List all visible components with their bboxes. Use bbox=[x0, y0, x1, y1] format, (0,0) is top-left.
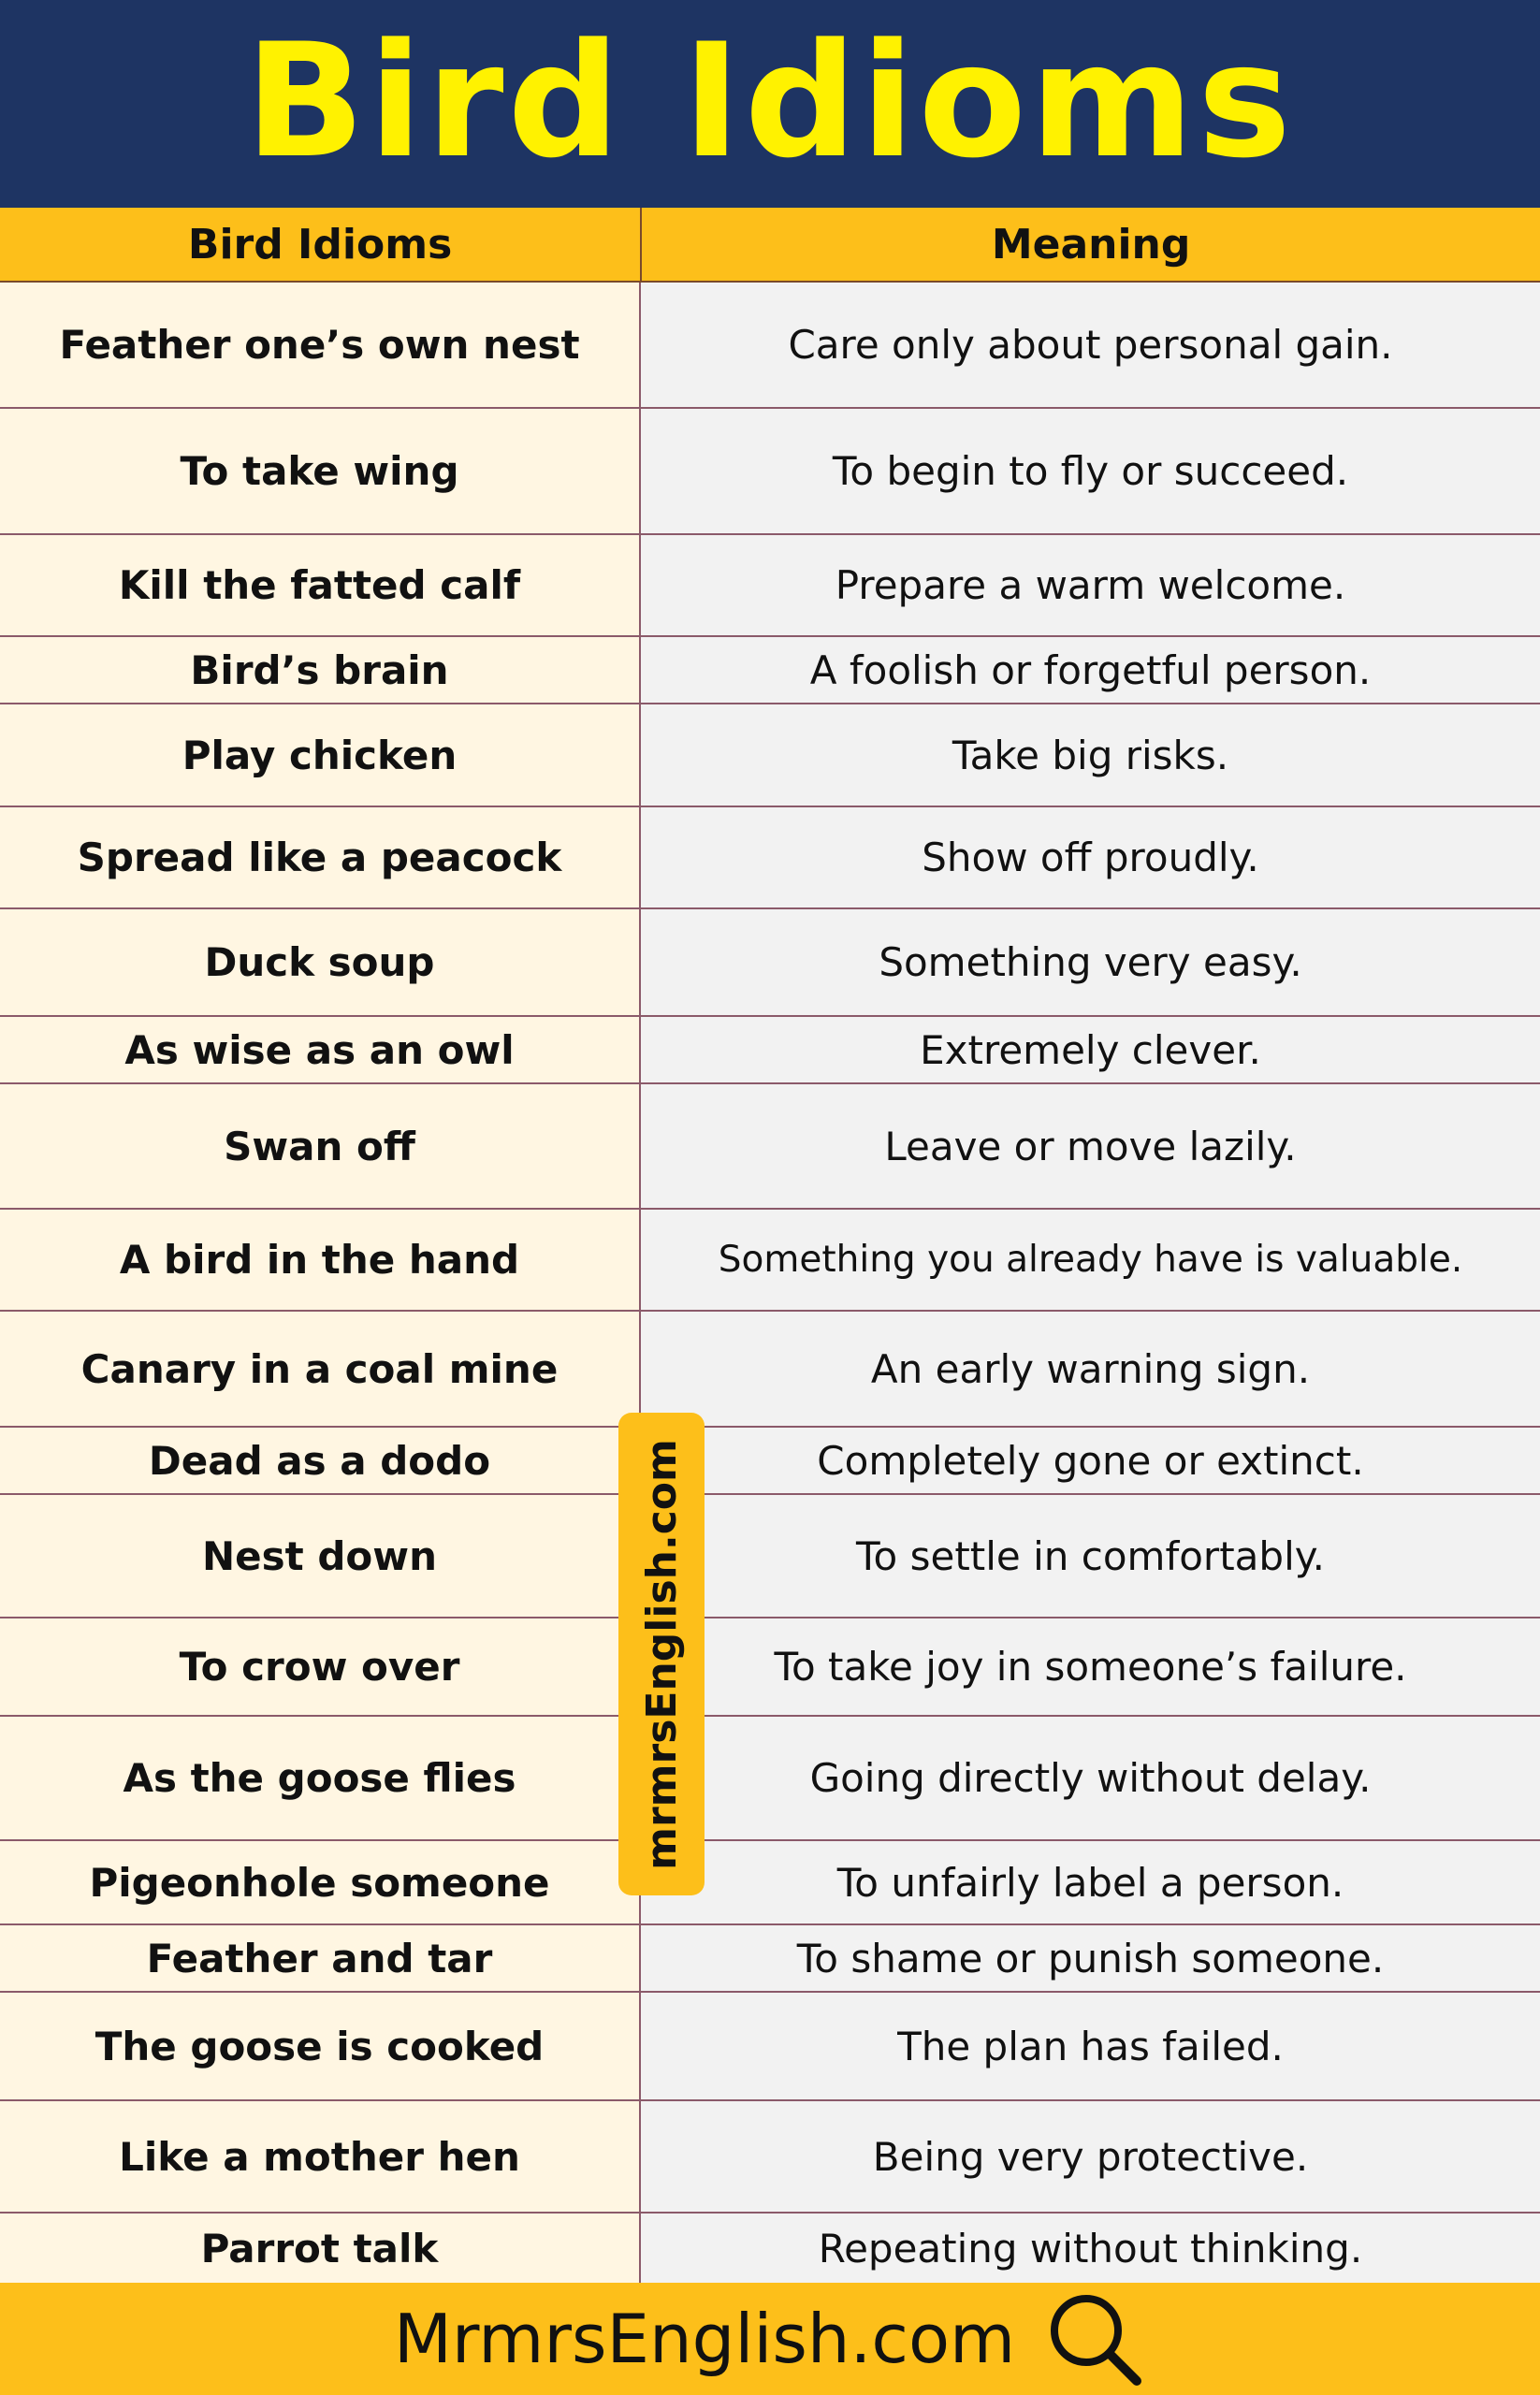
idiom-cell: Pigeonhole someone bbox=[0, 1841, 641, 1923]
meaning-cell: Show off proudly. bbox=[641, 807, 1540, 907]
meaning-cell: To unfairly label a person. bbox=[641, 1841, 1540, 1923]
idiom-cell: Swan off bbox=[0, 1084, 641, 1208]
header-meaning: Meaning bbox=[991, 220, 1191, 269]
table-header bbox=[0, 208, 1540, 283]
idiom-table bbox=[0, 283, 1540, 2283]
header-idiom: Bird Idioms bbox=[0, 208, 642, 281]
meaning-cell: The plan has failed. bbox=[641, 1993, 1540, 2099]
table-row bbox=[0, 1717, 1540, 1841]
footer-banner bbox=[0, 2283, 1540, 2395]
table-row bbox=[0, 1017, 1540, 1084]
idiom-cell: Bird’s brain bbox=[0, 637, 641, 703]
meaning-cell: Take big risks. bbox=[641, 704, 1540, 806]
idiom-cell: As the goose flies bbox=[0, 1717, 641, 1839]
idiom-cell: Kill the fatted calf bbox=[0, 535, 641, 635]
table-row bbox=[0, 704, 1540, 807]
idiom-cell: Spread like a peacock bbox=[0, 807, 641, 907]
meaning-cell: To shame or punish someone. bbox=[641, 1925, 1540, 1991]
table-row bbox=[0, 283, 1540, 409]
idiom-cell: Duck soup bbox=[0, 909, 641, 1015]
meaning-cell: Something very easy. bbox=[641, 909, 1540, 1015]
meaning-cell: An early warning sign. bbox=[641, 1312, 1540, 1426]
footer-site-name: MrmrsEnglish.com bbox=[393, 2300, 1016, 2378]
table-row bbox=[0, 909, 1540, 1017]
table-row bbox=[0, 535, 1540, 637]
search-icon bbox=[1043, 2287, 1146, 2390]
idiom-cell: Dead as a dodo bbox=[0, 1428, 641, 1493]
meaning-cell: Prepare a warm welcome. bbox=[641, 535, 1540, 635]
idiom-cell: To take wing bbox=[0, 409, 641, 533]
title-banner bbox=[0, 0, 1540, 208]
table-row bbox=[0, 2214, 1540, 2283]
table-row bbox=[0, 1312, 1540, 1428]
meaning-cell: A foolish or forgetful person. bbox=[641, 637, 1540, 703]
idiom-cell: To crow over bbox=[0, 1618, 641, 1715]
meaning-cell: Leave or move lazily. bbox=[641, 1084, 1540, 1208]
table-row bbox=[0, 1428, 1540, 1495]
idiom-cell: A bird in the hand bbox=[0, 1210, 641, 1310]
meaning-cell: Repeating without thinking. bbox=[641, 2214, 1540, 2283]
meaning-cell: Going directly without delay. bbox=[641, 1717, 1540, 1839]
idiom-cell: Feather one’s own nest bbox=[0, 283, 641, 407]
idiom-cell: Feather and tar bbox=[0, 1925, 641, 1991]
table-row bbox=[0, 2101, 1540, 2214]
table-row bbox=[0, 1495, 1540, 1618]
watermark-text: mrmrsEnglish.com bbox=[637, 1438, 686, 1870]
meaning-cell: Extremely clever. bbox=[641, 1017, 1540, 1082]
table-row bbox=[0, 1210, 1540, 1312]
table-row bbox=[0, 807, 1540, 909]
idiom-cell: Canary in a coal mine bbox=[0, 1312, 641, 1426]
idiom-cell: Nest down bbox=[0, 1495, 641, 1617]
watermark-badge bbox=[618, 1413, 705, 1895]
meaning-cell: To begin to fly or succeed. bbox=[641, 409, 1540, 533]
meaning-cell: Being very protective. bbox=[641, 2101, 1540, 2212]
table-row bbox=[0, 1618, 1540, 1717]
meaning-cell: Care only about personal gain. bbox=[641, 283, 1540, 407]
idiom-cell: Parrot talk bbox=[0, 2214, 641, 2283]
table-row bbox=[0, 409, 1540, 535]
meaning-cell: Something you already have is valuable. bbox=[641, 1210, 1540, 1310]
table-row bbox=[0, 1841, 1540, 1925]
meaning-cell: Completely gone or extinct. bbox=[641, 1428, 1540, 1493]
idiom-cell: Like a mother hen bbox=[0, 2101, 641, 2212]
meaning-cell: To settle in comfortably. bbox=[641, 1495, 1540, 1617]
idiom-cell: The goose is cooked bbox=[0, 1993, 641, 2099]
table-row bbox=[0, 1993, 1540, 2101]
idiom-cell: Play chicken bbox=[0, 704, 641, 806]
page-title: Bird Idioms bbox=[244, 9, 1296, 193]
idiom-cell: As wise as an owl bbox=[0, 1017, 641, 1082]
table-row bbox=[0, 1925, 1540, 1993]
meaning-cell: To take joy in someone’s failure. bbox=[641, 1618, 1540, 1715]
table-row bbox=[0, 1084, 1540, 1210]
table-row bbox=[0, 637, 1540, 704]
